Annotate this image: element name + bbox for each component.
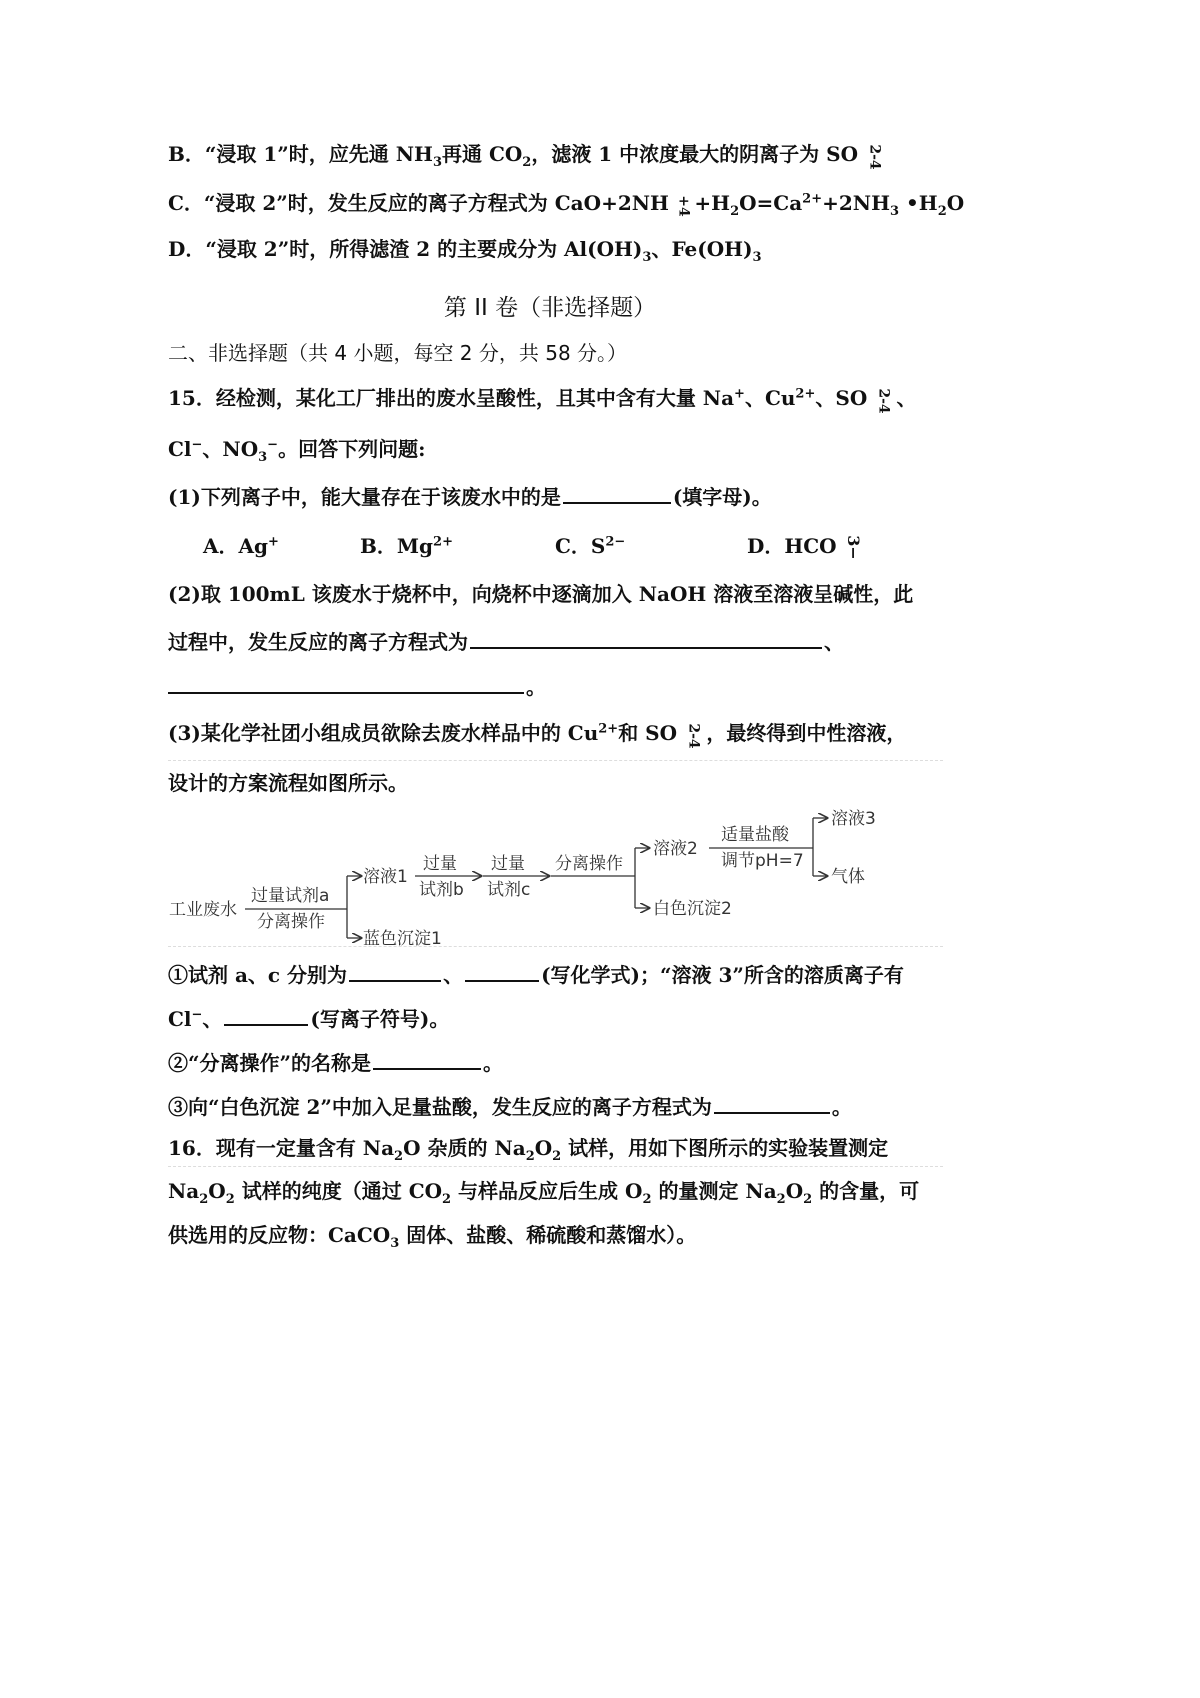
q15-s1-end: (写离子符号)。 bbox=[310, 1007, 450, 1031]
q16-l2-text6: O bbox=[785, 1179, 804, 1203]
q15-s1-chloride: Cl bbox=[168, 1007, 192, 1031]
q15-p2-sep: 、 bbox=[824, 630, 844, 654]
q15-s2-end: 。 bbox=[483, 1051, 504, 1075]
q15-s2 bbox=[168, 1048, 503, 1076]
q15-p2-line3 bbox=[168, 672, 546, 700]
option-c-text3: O=Ca bbox=[739, 191, 803, 215]
flow-sep-1: 分离操作 bbox=[257, 912, 325, 932]
q15-s3 bbox=[168, 1092, 852, 1120]
flow-ph: 调节pH=7 bbox=[721, 851, 804, 871]
option-c-text: C．“浸取 2”时，发生反应的离子方程式为 CaO+2NH bbox=[168, 191, 669, 215]
option-c-text6: O bbox=[946, 191, 965, 215]
q15-s1-text2: (写化学式)；“溶液 3”所含的溶质离子有 bbox=[541, 963, 904, 987]
q16-l3-text: 供选用的反应物：CaCO bbox=[168, 1223, 391, 1247]
q15-p3-text2: 和 SO bbox=[618, 721, 678, 745]
q15-line2: Cl−、$NO_3^-$。回答下列问题: bbox=[168, 437, 426, 465]
flow-reagent-c: 试剂c bbox=[487, 880, 531, 900]
q16-text2: O 杂质的 Na bbox=[403, 1136, 526, 1160]
q15-s1-sep: 、 bbox=[443, 963, 464, 987]
q15-stem-3: 、SO bbox=[815, 386, 868, 410]
q16-text4: 试样，用如下图所示的实验装置测定 bbox=[561, 1136, 889, 1160]
q15-p2-end: 。 bbox=[526, 675, 546, 699]
answer-blank-1[interactable] bbox=[563, 482, 671, 504]
q15-s2-text: ②“分离操作”的名称是 bbox=[168, 1051, 372, 1075]
q15-p1-text: (1)下列离子中，能大量存在于该废水中的是 bbox=[168, 485, 561, 509]
q16-l3-text2: 固体、盐酸、稀硫酸和蒸馏水）。 bbox=[399, 1223, 697, 1247]
q15-p1 bbox=[168, 482, 772, 510]
q15-s1-line1 bbox=[168, 960, 904, 988]
flow-solution-1: 溶液1 bbox=[363, 867, 408, 887]
flow-sep-2: 分离操作 bbox=[555, 854, 623, 874]
answer-blank-5[interactable] bbox=[465, 960, 539, 982]
flow-white-precipitate: 白色沉淀2 bbox=[653, 899, 732, 919]
flow-solution-2: 溶液2 bbox=[653, 839, 698, 859]
option-b: B．“浸取 1”时，应先通 $NH_3$再通 $CO_2$，滤液 1 中浓度最大的阴离子为 SO 2-4 bbox=[168, 141, 887, 170]
q15-p3-text: (3)某化学社团小组成员欲除去废水样品中的 Cu bbox=[168, 721, 599, 745]
flow-reagent-b: 试剂b bbox=[419, 880, 464, 900]
option-c-text4: +2NH bbox=[822, 191, 890, 215]
choice-c: C．$S^{2-}$ bbox=[555, 534, 626, 558]
q15-p2-line1: (2)取 100mL 该废水于烧杯中，向烧杯中逐滴加入 NaOH 溶液至溶液呈碱性，此 bbox=[168, 582, 914, 606]
choice-c-text: C．S bbox=[555, 534, 606, 558]
option-c-text5: •H bbox=[899, 191, 938, 215]
sulfate-charge-3: 2-4 bbox=[685, 723, 702, 749]
flow-b-top: 过量 bbox=[423, 854, 457, 874]
q16-line3: 供选用的反应物：CaCO$_3$ 固体、盐酸、稀硫酸和蒸馏水）。 bbox=[168, 1223, 697, 1251]
calcium-charge: 2+ bbox=[802, 191, 823, 207]
sulfate-charge-2: 2-4 bbox=[875, 388, 892, 414]
q15-prompt: 。回答下列问题: bbox=[278, 437, 426, 461]
answer-blank-8[interactable] bbox=[714, 1092, 830, 1114]
choice-d-text: D．HCO bbox=[747, 534, 837, 558]
flow-c-top: 过量 bbox=[491, 854, 525, 874]
q15-p2-line2 bbox=[168, 627, 844, 655]
answer-blank-7[interactable] bbox=[373, 1048, 481, 1070]
q15-p1-end: (填字母)。 bbox=[672, 485, 772, 509]
q16-l2-text: Na bbox=[168, 1179, 200, 1203]
answer-blank-3[interactable] bbox=[168, 672, 524, 694]
option-b-text2: 再通 CO bbox=[441, 142, 523, 166]
q15-p3-line1: (3)某化学社团小组成员欲除去废水样品中的 $Cu^{2+}$和 SO 2-4 ，最终得到中性溶液， bbox=[168, 721, 907, 749]
divider-3 bbox=[168, 1166, 943, 1167]
answer-blank-2[interactable] bbox=[470, 627, 822, 649]
flow-solution-3: 溶液3 bbox=[831, 809, 876, 829]
q15-line1: 15．经检测，某化工厂排出的废水呈酸性，且其中含有大量 Na+、$Cu^{2+}$、SO 2-4 、 bbox=[168, 386, 917, 414]
option-b-text: B．“浸取 1”时，应先通 NH bbox=[168, 142, 433, 166]
q16-l2-text7: 的含量，可 bbox=[812, 1179, 920, 1203]
choice-a: A．Ag+ bbox=[203, 534, 279, 558]
divider-2 bbox=[168, 946, 943, 947]
option-c: C．“浸取 2”时，发生反应的离子方程式为 $CaO+2NH +4 +H_2O=Ca^{2+}+2NH_3$ $•H_2O$ bbox=[168, 191, 965, 219]
q15-stem-2: 、Cu bbox=[744, 386, 796, 410]
process-flow-diagram bbox=[165, 798, 925, 948]
flow-gas: 气体 bbox=[831, 867, 865, 887]
q15-chloride: Cl bbox=[168, 437, 192, 461]
q16-l2-text2: O bbox=[208, 1179, 226, 1203]
q15-s1-text: ①试剂 a、c 分别为 bbox=[168, 963, 348, 987]
sulfate-charge: 2-4 bbox=[866, 144, 883, 170]
divider bbox=[168, 760, 943, 761]
section-intro: 二、非选择题（共 4 小题，每空 2 分，共 58 分。） bbox=[168, 341, 628, 365]
q15-s3-text: ③向“白色沉淀 2”中加入足量盐酸，发生反应的离子方程式为 bbox=[168, 1095, 712, 1119]
q15-stem-4: 、 bbox=[896, 386, 917, 410]
q15-stem: 15．经检测，某化工厂排出的废水呈酸性，且其中含有大量 Na bbox=[168, 386, 735, 410]
carbonate-charge: 3− bbox=[843, 535, 863, 560]
option-c-text2: +H bbox=[694, 191, 731, 215]
q16-text3: O bbox=[534, 1136, 553, 1160]
choice-a-text: A．Ag bbox=[203, 534, 269, 558]
ammonium-charge: +4 bbox=[675, 195, 692, 217]
choice-b: B．$Mg^{2+}$ bbox=[360, 534, 453, 558]
q15-s1-line2: Cl−、 (写离子符号)。 bbox=[168, 1004, 449, 1032]
q15-s3-end: 。 bbox=[831, 1095, 852, 1119]
q16-line1: 16．现有一定量含有 $Na_2O$ 杂质的 $Na_2O_2$ 试样，用如下图所示的实验装置测定 bbox=[168, 1136, 889, 1164]
q15-p3-text3: ，最终得到中性溶液， bbox=[706, 721, 907, 745]
q15-s1-sep2: 、 bbox=[202, 1007, 223, 1031]
option-d: D．“浸取 2”时，所得滤渣 2 的主要成分为 $Al(OH)_3$、$Fe(OH)_3$ bbox=[168, 237, 762, 265]
q16-l2-text5: 的量测定 Na bbox=[651, 1179, 777, 1203]
option-d-text: D．“浸取 2”时，所得滤渣 2 的主要成分为 Al(OH) bbox=[168, 237, 643, 261]
answer-blank-4[interactable] bbox=[349, 960, 441, 982]
answer-blank-6[interactable] bbox=[224, 1004, 308, 1026]
option-b-text3: ，滤液 1 中浓度最大的阴离子为 SO bbox=[531, 142, 859, 166]
flow-blue-precipitate: 蓝色沉淀1 bbox=[363, 929, 442, 948]
option-d-text2: 、Fe(OH) bbox=[651, 237, 753, 261]
q16-l2-text4: 与样品反应后生成 O bbox=[451, 1179, 643, 1203]
q16-text: 16．现有一定量含有 Na bbox=[168, 1136, 395, 1160]
q16-l2-text3: 试样的纯度（通过 CO bbox=[234, 1179, 443, 1203]
flow-reagent-a: 过量试剂a bbox=[251, 886, 330, 906]
q15-p2-text: 过程中，发生反应的离子方程式为 bbox=[168, 630, 468, 654]
section-title: 第 II 卷（非选择题） bbox=[443, 295, 657, 321]
flow-hcl: 适量盐酸 bbox=[721, 825, 789, 845]
choice-b-text: B．Mg bbox=[360, 534, 434, 558]
q15-p3-line2: 设计的方案流程如图所示。 bbox=[168, 771, 408, 795]
flow-start: 工业废水 bbox=[169, 900, 237, 920]
q16-line2: $Na_2O_2$ 试样的纯度（通过 $CO_2$ 与样品反应后生成 $O_2$ 的量测定 $Na_2O_2$ 的含量，可 bbox=[168, 1179, 920, 1207]
q15-nitrate: 、NO bbox=[202, 437, 259, 461]
choice-d bbox=[747, 530, 865, 559]
